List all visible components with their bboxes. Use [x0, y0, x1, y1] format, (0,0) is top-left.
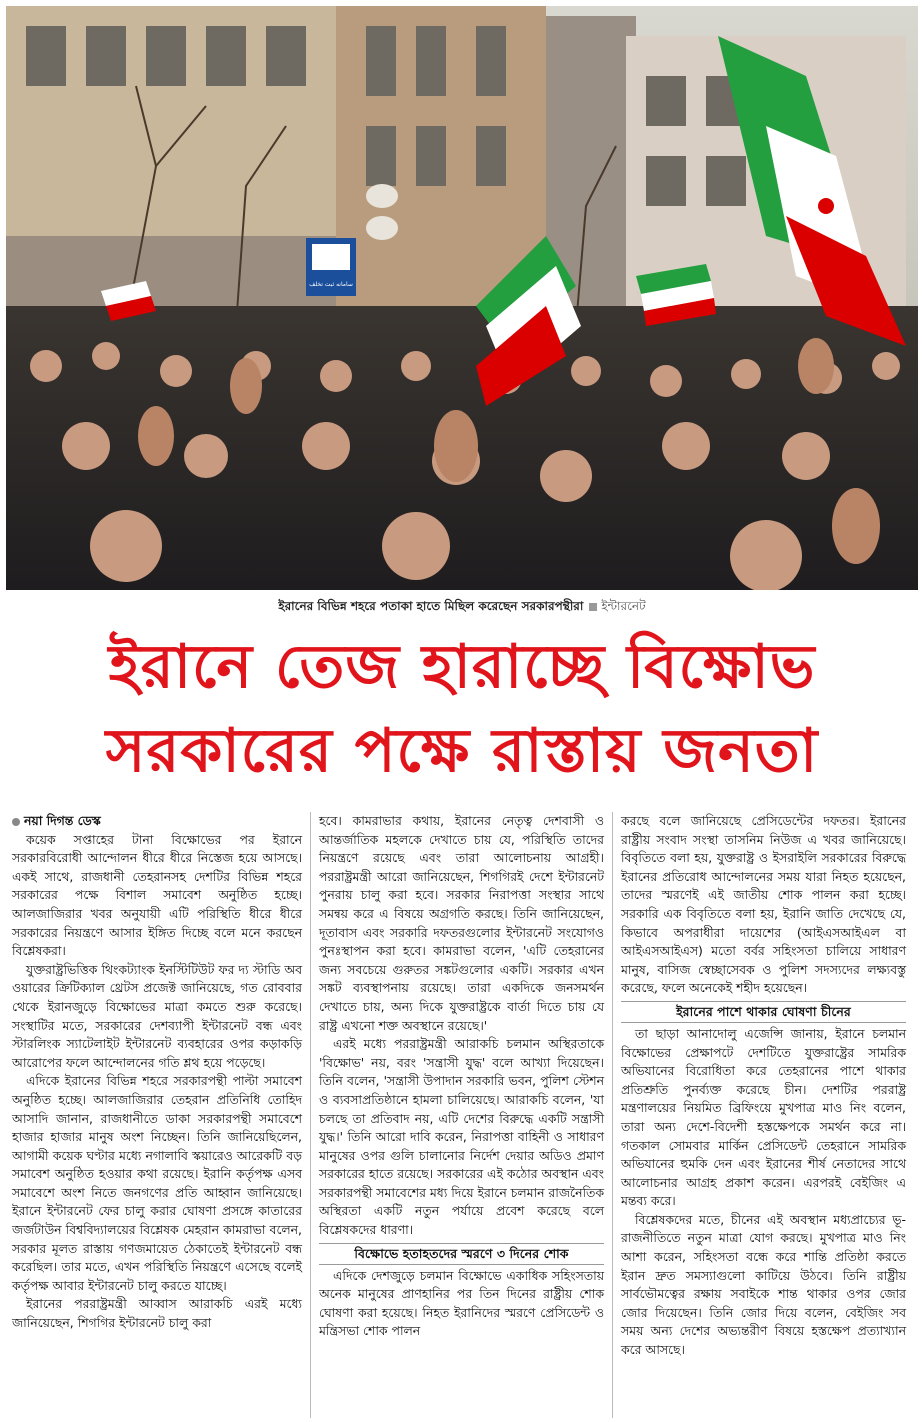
headline-line-2: সরকারের পক্ষে রাস্তায় জনতা — [105, 716, 819, 786]
paragraph: হবে। কামরাভার কথায়, ইরানের নেতৃত্ব দেশবাসী ও আন্তর্জাতিক মহলকে দেখাতে চায় যে, পরিস্থিতি তাদের নিয়ন্ত্রণে রয়েছে এবং তারা আলোচনায় আগ্রহী। পররাষ্ট্রমন্ত্রী আরো জানিয়েছেন, শিগগিরই দেশে ইন্টারনেট পুনরায় চালু করা হবে। সরকার নিরাপত্তা সংস্থার সাথে সমন্বয় করে এ বিষয়ে অগ্রগতি করছে। তিনি জানিয়েছেন, দূতাবাস এবং সরকারি দফতরগুলোর ইন্টারনেট সংযোগও পুনঃস্থাপন করা হবে। কামরাভা বলেন, 'এটি তেহরানের জন্য সবচেয়ে গুরুতর সঙ্কটগুলোর একটি। সরকার এখন সঙ্কট ব্যবস্থাপনায় রয়েছে। তারা একদিকে জনসমর্থন দেখাতে চায়, অন্য দিকে যুক্তরাষ্ট্রকে বার্তা দিতে চায় যে রাষ্ট্র এখনো শক্ত অবস্থানে রয়েছে।' — [319, 813, 604, 1033]
byline-text: নয়া দিগন্ত ডেস্ক — [24, 813, 101, 828]
traffic-sign-text: سامانه ثبت تخلف — [309, 281, 353, 288]
bullet-icon — [12, 818, 20, 826]
photo-icon — [6, 6, 918, 590]
paragraph: এদিকে দেশজুড়ে চলমান বিক্ষোভে একাধিক সহিংসতায় অনেক মানুষের প্রাণহানির পর তিন দিনের রাষ্ট্রীয় শোক ঘোষণা করা হয়েছে। নিহত ইরানিদের স্মরণে প্রেসিডেন্ট ও মন্ত্রিসভা শোক পালন — [319, 1267, 604, 1339]
article-column-1 — [8, 812, 310, 1418]
paragraph: বিশ্লেষকদের মতে, চীনের এই অবস্থান মধ্যপ্রাচ্যের ভূ-রাজনীতিতে নতুন মাত্রা যোগ করছে। মুখপাত্র মাও নিং আশা করেন, সহিংসতা বন্ধে করে শান্তি প্রতিষ্ঠা করতে ইরান দ্রুত সমস্যাগুলো কাটিয়ে উঠবে। তিনি রাষ্ট্রীয় সার্বভৌমত্বের রক্ষায় সবাইকে শান্ত থাকার ওপর জোর জোর দিয়েছেন। তিনি জোর দিয়ে বলেন, বেইজিং সব সময় অন্য দেশের অভ্যন্তরীণ বিষয়ে হস্তক্ষেপ প্রত্যাখ্যান করে আসছে। — [621, 1211, 906, 1358]
paragraph: করছে বলে জানিয়েছে প্রেসিডেন্টের দফতর। ইরানের রাষ্ট্রীয় সংবাদ সংস্থা তাসনিম নিউজ এ খবর জানিয়েছে। বিবৃতিতে বলা হয়, যুক্তরাষ্ট্র ও ইসরাইলি সরকারের বিরুদ্ধে ইরানের প্রতিরোধ আন্দোলনের সময় যারা নিহত হয়েছেন, তাদের স্মরণেই এই জাতীয় শোক পালন করা হচ্ছে। সরকারি এক বিবৃতিতে বলা হয়, ইরানি জাতি দেখেছে যে, কিভাবে অপরাধীরা দায়েশের (আইএসআইএল বা আইএসআইএস) মতো বর্বর সহিংসতা চালিয়ে সাধারণ মানুষ, বাসিজ স্বেচ্ছাসেবক ও পুলিশ সদস্যদের লক্ষ্যবস্তু করেছে, ফলে অনেকেই শহীদ হয়েছেন। — [621, 813, 906, 996]
byline — [12, 812, 302, 831]
paragraph: কয়েক সপ্তাহের টানা বিক্ষোভের পর ইরানে সরকারবিরোধী আন্দোলন ধীরে ধীরে নিস্তেজ হয়ে আসছে। একই সাথে, রাজধানী তেহরানসহ দেশটির বিভিন্ন শহরে সরকারের পক্ষে বিশাল সমাবেশ অনুষ্ঠিত হচ্ছে। আলজাজিরার খবর অনুযায়ী এটি পরিস্থিতি ধীরে ধীরে সরকারের নিয়ন্ত্রণে আসার ইঙ্গিত দিচ্ছে বলে মনে করছেন বিশ্লেষকরা। — [12, 831, 302, 959]
headline-line-1: ইরানে তেজ হারাচ্ছে বিক্ষোভ — [108, 632, 816, 702]
paragraph: এরই মধ্যে পররাষ্ট্রমন্ত্রী আরাকচি চলমান অস্থিরতাকে 'বিক্ষোভ' নয়, বরং 'সন্ত্রাসী যুদ্ধ' বলে আখ্যা দিয়েছেন। তিনি বলেন, 'সন্ত্রাসী উপাদান সরকারি ভবন, পুলিশ স্টেশন ও ব্যবসাপ্রতিষ্ঠানে হামলা চালিয়েছে। আরাকচি বলেন, 'যা চলছে তা প্রতিবাদ নয়, এটি দেশের বিরুদ্ধে একটি সন্ত্রাসী যুদ্ধ।' তিনি আরো দাবি করেন, নিরাপত্তা বাহিনী ও সাধারণ মানুষের ওপর গুলি চালানোর নির্দেশ দেয়ার অডিও প্রমাণ সরকারের হাতে রয়েছে। সরকারের এই কঠোর অবস্থান এবং সরকারপন্থী সমাবেশের মধ্য দিয়ে ইরানে চলমান রাজনৈতিক অস্থিরতা একটি নতুন পর্যায়ে প্রবেশ করেছে বলে বিশ্লেষকদের ধারণা। — [319, 1036, 605, 1238]
caption-text: ইরানের বিভিন্ন শহরে পতাকা হাতে মিছিল করেছেন সরকারপন্থীরা — [278, 599, 584, 613]
subheading-china: ইরানের পাশে থাকার ঘোষণা চীনের — [621, 1001, 906, 1023]
article-body — [8, 812, 916, 1418]
paragraph: ইরানের পররাষ্ট্রমন্ত্রী আব্বাস আরাকচি এরই মধ্যে জানিয়েছেন, শিগগির ইন্টারনেট চালু করা — [12, 1296, 302, 1331]
subheading-mourning: বিক্ষোভে হতাহতদের স্মরণে ৩ দিনের শোক — [319, 1243, 604, 1265]
caption-source: ইন্টারনেট — [601, 599, 646, 613]
photo-caption — [0, 598, 924, 620]
paragraph: যুক্তরাষ্ট্রভিত্তিক থিংকট্যাংক ইনস্টিটিউট ফর দ্য স্টাডি অব ওয়ারের ক্রিটিক্যাল থ্রেটস প্রজেক্ট জানিয়েছে, গত রোববার থেকে ইরানজুড়ে বিক্ষোভের মাত্রা কমতে শুরু করেছে। সংস্থাটির মতে, সরকারের দেশব্যাপী ইন্টারনেট বন্ধ এবং স্টারলিংক স্যাটেলাইট ইন্টারনেট ব্যবহারের ওপর কড়াকড়ি আরোপের ফলে আন্দোলনের গতি শ্লথ হয়ে পড়েছে। — [12, 961, 302, 1070]
caption-square-icon — [589, 603, 597, 611]
paragraph: তা ছাড়া আনাদোলু এজেন্সি জানায়, ইরানে চলমান বিক্ষোভের প্রেক্ষাপটে দেশটিতে যুক্তরাষ্ট্রের সামরিক অভিযানের বিরোধিতা করে তেহরানের পাশে থাকার প্রতিশ্রুতি পুনর্ব্যক্ত করেছে চীন। দেশটির পররাষ্ট্র মন্ত্রণালয়ের নিয়মিত ব্রিফিংয়ে মুখপাত্র মাও নিং বলেন, তারা অন্য দেশে-বিদেশী হস্তক্ষেপকে সমর্থন করে না। গতকাল সোমবার মার্কিন প্রেসিডেন্ট তেহরানে সামরিক অভিযানের হুমকি দেন এবং ইরানের শীর্ষ নেতাদের সাথে আলোচনার আগ্রহ প্রকাশ করেন। এরপরই বেইজিং এ মন্তব্য করে। — [621, 1025, 906, 1209]
article-column-2 — [310, 812, 612, 1418]
rally-photo — [6, 6, 918, 590]
paragraph: এদিকে ইরানের বিভিন্ন শহরে সরকারপন্থী পাল্টা সমাবেশ অনুষ্ঠিত হচ্ছে। আলজাজিরার তেহরান প্রতিনিধি তোহিদ আসাদি জানান, রাজধানীতে ডাকা সরকারপন্থী সমাবেশে হাজার হাজার মানুষ অংশ নিচ্ছেন। তিনি জানিয়েছিলেন, আগামী কয়েক ঘণ্টার মধ্যে নগালাবি স্কয়ারেও আরেকটি বড় সমাবেশ অনুষ্ঠিত হওয়ার কথা রয়েছে। ইরানি কর্তৃপক্ষ এসব সমাবেশে অংশ নিতে জনগণের প্রতি আহ্বান জানিয়েছে। ইরানে ইন্টারনেট ফের চালু করার ঘোষণা প্রসঙ্গে কাতারের জর্জটাউন বিশ্ববিদ্যালয়ের বিশ্লেষক মেহরান কামরাভা বলেন, সরকার মূলত রাস্তায় গণজমায়েত ঠেকাতেই ইন্টারনেট বন্ধ করেছিল। তার মতে, এখন পরিস্থিতি নিয়ন্ত্রণে এসেছে বলেই কর্তৃপক্ষ আবার ইন্টারনেট চালু করতে যাচ্ছে। — [12, 1073, 302, 1293]
article-column-3 — [612, 812, 914, 1418]
